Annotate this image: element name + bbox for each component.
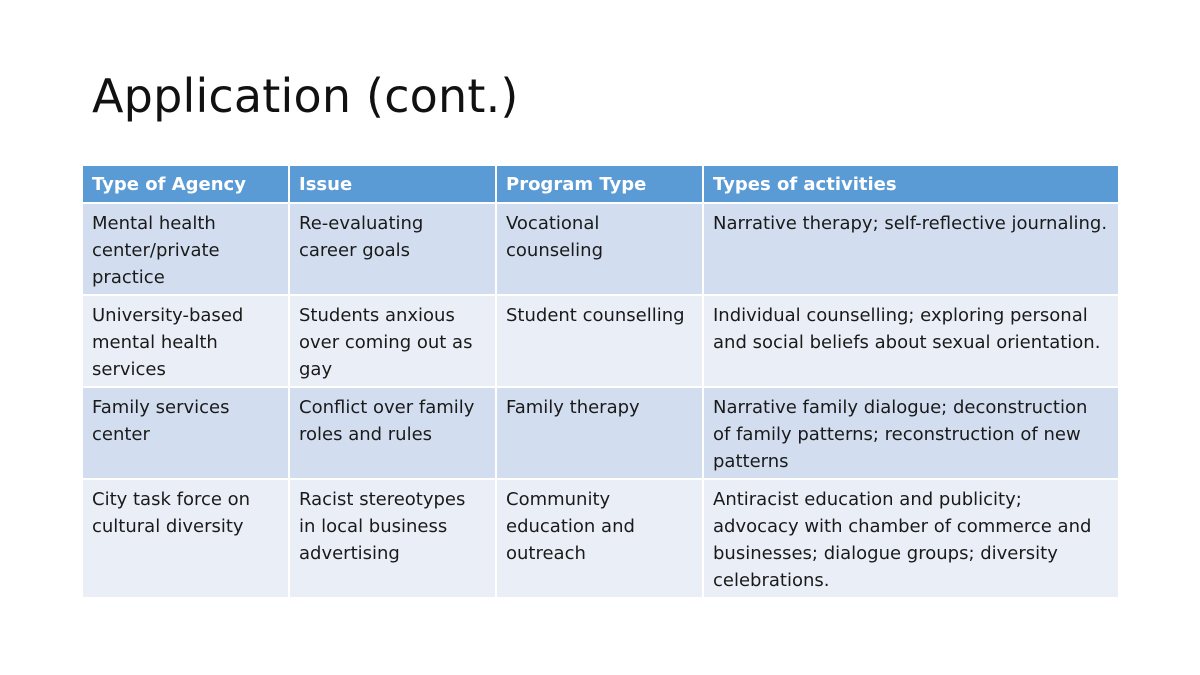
cell-issue: Conflict over family roles and rules <box>290 388 497 480</box>
cell-program-type: Family therapy <box>497 388 704 480</box>
table-row <box>83 204 1118 296</box>
slide-title: Application (cont.) <box>92 69 519 123</box>
cell-program-type: Student counselling <box>497 296 704 388</box>
header-types-of-activities: Types of activities <box>704 166 1118 204</box>
cell-agency: City task force on cultural diversity <box>83 480 290 597</box>
cell-activities: Narrative therapy; self-reflective journaling. <box>704 204 1118 296</box>
table-row <box>83 296 1118 388</box>
header-issue: Issue <box>290 166 497 204</box>
cell-activities: Narrative family dialogue; deconstruction of family patterns; reconstruction of new patterns <box>704 388 1118 480</box>
cell-issue: Students anxious over coming out as gay <box>290 296 497 388</box>
agency-table <box>83 166 1118 597</box>
table-row <box>83 388 1118 480</box>
cell-issue: Racist stereotypes in local business advertising <box>290 480 497 597</box>
cell-agency: Mental health center/private practice <box>83 204 290 296</box>
table-row <box>83 480 1118 597</box>
cell-agency: Family services center <box>83 388 290 480</box>
cell-activities: Individual counselling; exploring personal and social beliefs about sexual orientation. <box>704 296 1118 388</box>
cell-agency: University-based mental health services <box>83 296 290 388</box>
table-header-row <box>83 166 1118 204</box>
cell-program-type: Vocational counseling <box>497 204 704 296</box>
cell-program-type: Community education and outreach <box>497 480 704 597</box>
cell-activities: Antiracist education and publicity; advocacy with chamber of commerce and businesses; dialogue groups; diversity celebrations. <box>704 480 1118 597</box>
header-type-of-agency: Type of Agency <box>83 166 290 204</box>
header-program-type: Program Type <box>497 166 704 204</box>
cell-issue: Re-evaluating career goals <box>290 204 497 296</box>
